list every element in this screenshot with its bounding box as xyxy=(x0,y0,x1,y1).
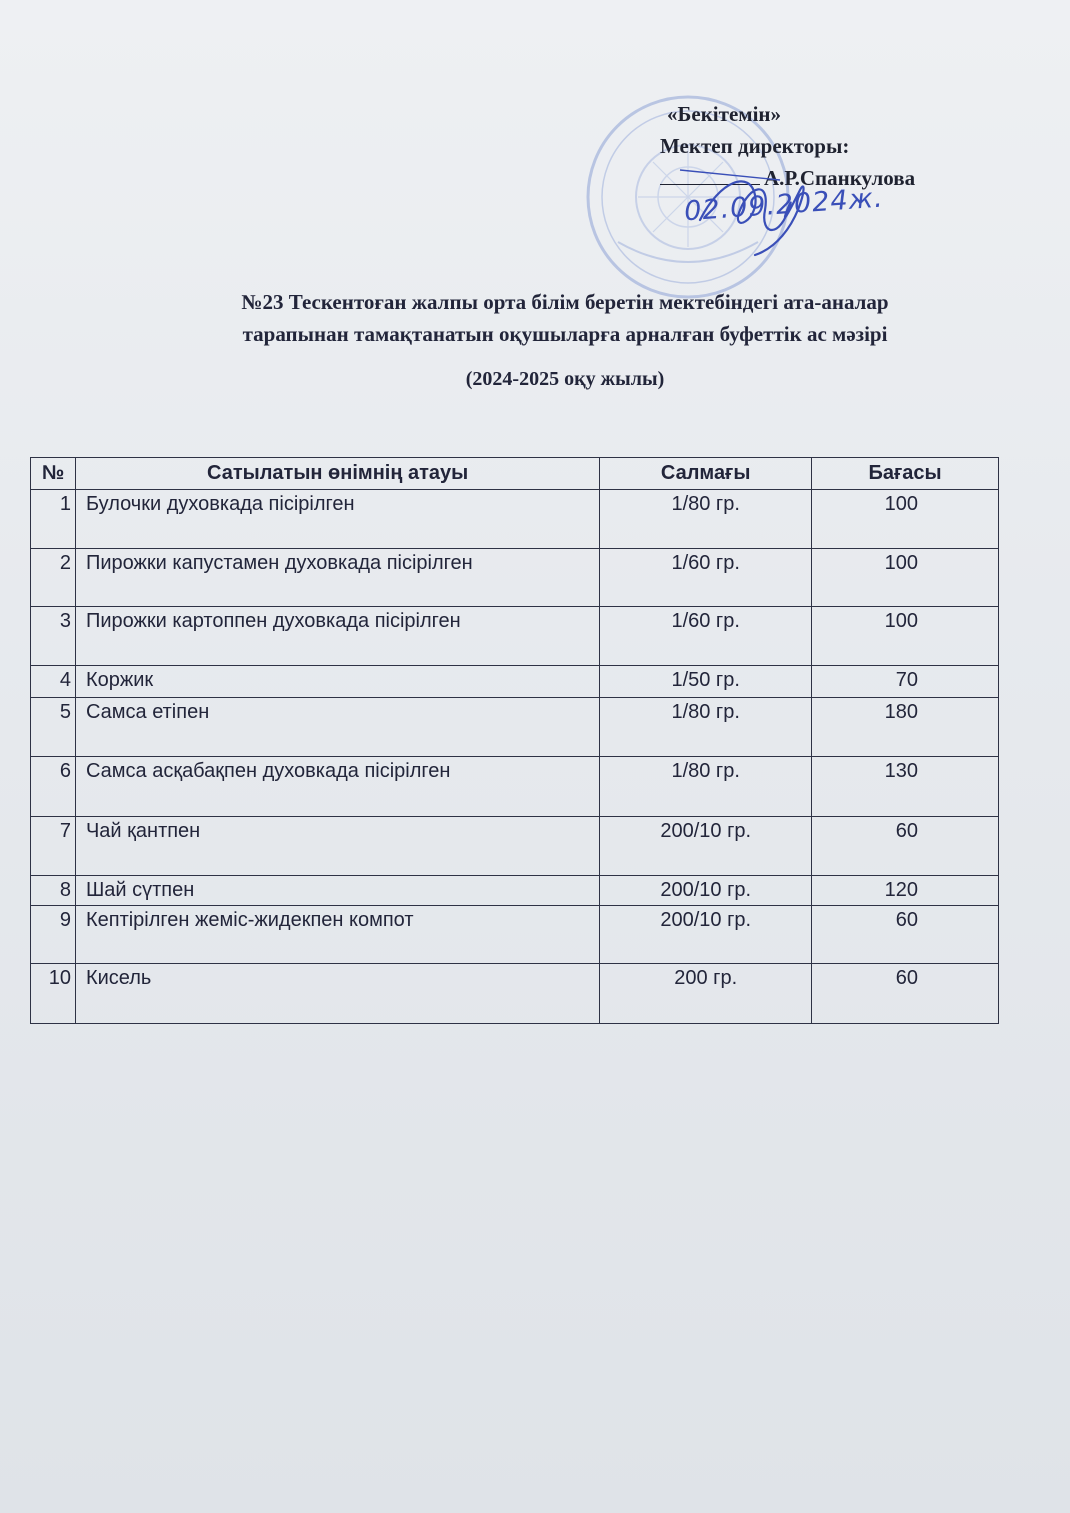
row-price: 100 xyxy=(812,549,999,607)
row-price: 60 xyxy=(812,906,999,964)
title-line-1: №23 Тескентоған жалпы орта білім беретін мектебіндегі ата-аналар xyxy=(241,290,889,314)
row-product-name: Пирожки картоппен духовкада пісірілген xyxy=(75,607,599,666)
row-product-name: Кептірілген жеміс-жидекпен компот xyxy=(75,906,599,964)
row-number: 10 xyxy=(31,964,76,1024)
row-product-name: Самса асқабақпен духовкада пісірілген xyxy=(75,757,599,817)
title-line-2: тарапынан тамақтанатын оқушыларға арналған буфеттік ас мәзірі xyxy=(242,322,888,346)
table-row xyxy=(31,817,999,876)
row-number: 7 xyxy=(31,817,76,876)
row-number: 3 xyxy=(31,607,76,666)
row-product-name: Пирожки капустамен духовкада пісірілген xyxy=(75,549,599,607)
row-number: 9 xyxy=(31,906,76,964)
header-price: Бағасы xyxy=(812,458,999,490)
row-number: 1 xyxy=(31,490,76,549)
row-weight: 1/80 гр. xyxy=(600,698,812,757)
table-row xyxy=(31,490,999,549)
academic-year: (2024-2025 оқу жылы) xyxy=(465,368,665,390)
row-price: 120 xyxy=(812,876,999,906)
table-header-row xyxy=(31,458,999,490)
row-number: 5 xyxy=(31,698,76,757)
row-number: 2 xyxy=(31,549,76,607)
row-number: 4 xyxy=(31,666,76,698)
row-weight: 200/10 гр. xyxy=(600,817,812,876)
table-row xyxy=(31,549,999,607)
row-price: 100 xyxy=(812,490,999,549)
row-product-name: Булочки духовкада пісірілген xyxy=(75,490,599,549)
row-product-name: Чай қантпен xyxy=(75,817,599,876)
row-weight: 1/80 гр. xyxy=(600,757,812,817)
row-weight: 1/50 гр. xyxy=(600,666,812,698)
table-row xyxy=(31,964,999,1024)
header-product-name: Сатылатын өнімнің атауы xyxy=(75,458,599,490)
row-price: 70 xyxy=(812,666,999,698)
table-row xyxy=(31,757,999,817)
row-weight: 1/80 гр. xyxy=(600,490,812,549)
row-product-name: Самса етіпен xyxy=(75,698,599,757)
approval-heading: «Бекітемін» xyxy=(667,102,782,126)
table-row xyxy=(31,607,999,666)
table-row xyxy=(31,876,999,906)
row-price: 60 xyxy=(812,964,999,1024)
table-row xyxy=(31,906,999,964)
table-row xyxy=(31,698,999,757)
approval-position: Мектеп директоры: xyxy=(660,134,850,158)
header-number: № xyxy=(31,458,76,490)
row-weight: 1/60 гр. xyxy=(600,607,812,666)
row-price: 130 xyxy=(812,757,999,817)
row-product-name: Коржик xyxy=(75,666,599,698)
approval-signatory-name: А.Р.Спанкулова xyxy=(764,166,916,190)
row-product-name: Шай сүтпен xyxy=(75,876,599,906)
row-weight: 200/10 гр. xyxy=(600,906,812,964)
header-weight: Салмағы xyxy=(600,458,812,490)
row-number: 8 xyxy=(31,876,76,906)
row-price: 60 xyxy=(812,817,999,876)
row-weight: 200 гр. xyxy=(600,964,812,1024)
table-row xyxy=(31,666,999,698)
handwritten-date: 02.09.2024ж. xyxy=(683,182,885,228)
buffet-menu-table xyxy=(30,457,999,1024)
document-title xyxy=(150,286,980,350)
row-price: 180 xyxy=(812,698,999,757)
row-price: 100 xyxy=(812,607,999,666)
row-weight: 1/60 гр. xyxy=(600,549,812,607)
row-weight: 200/10 гр. xyxy=(600,876,812,906)
row-product-name: Кисель xyxy=(75,964,599,1024)
row-number: 6 xyxy=(31,757,76,817)
